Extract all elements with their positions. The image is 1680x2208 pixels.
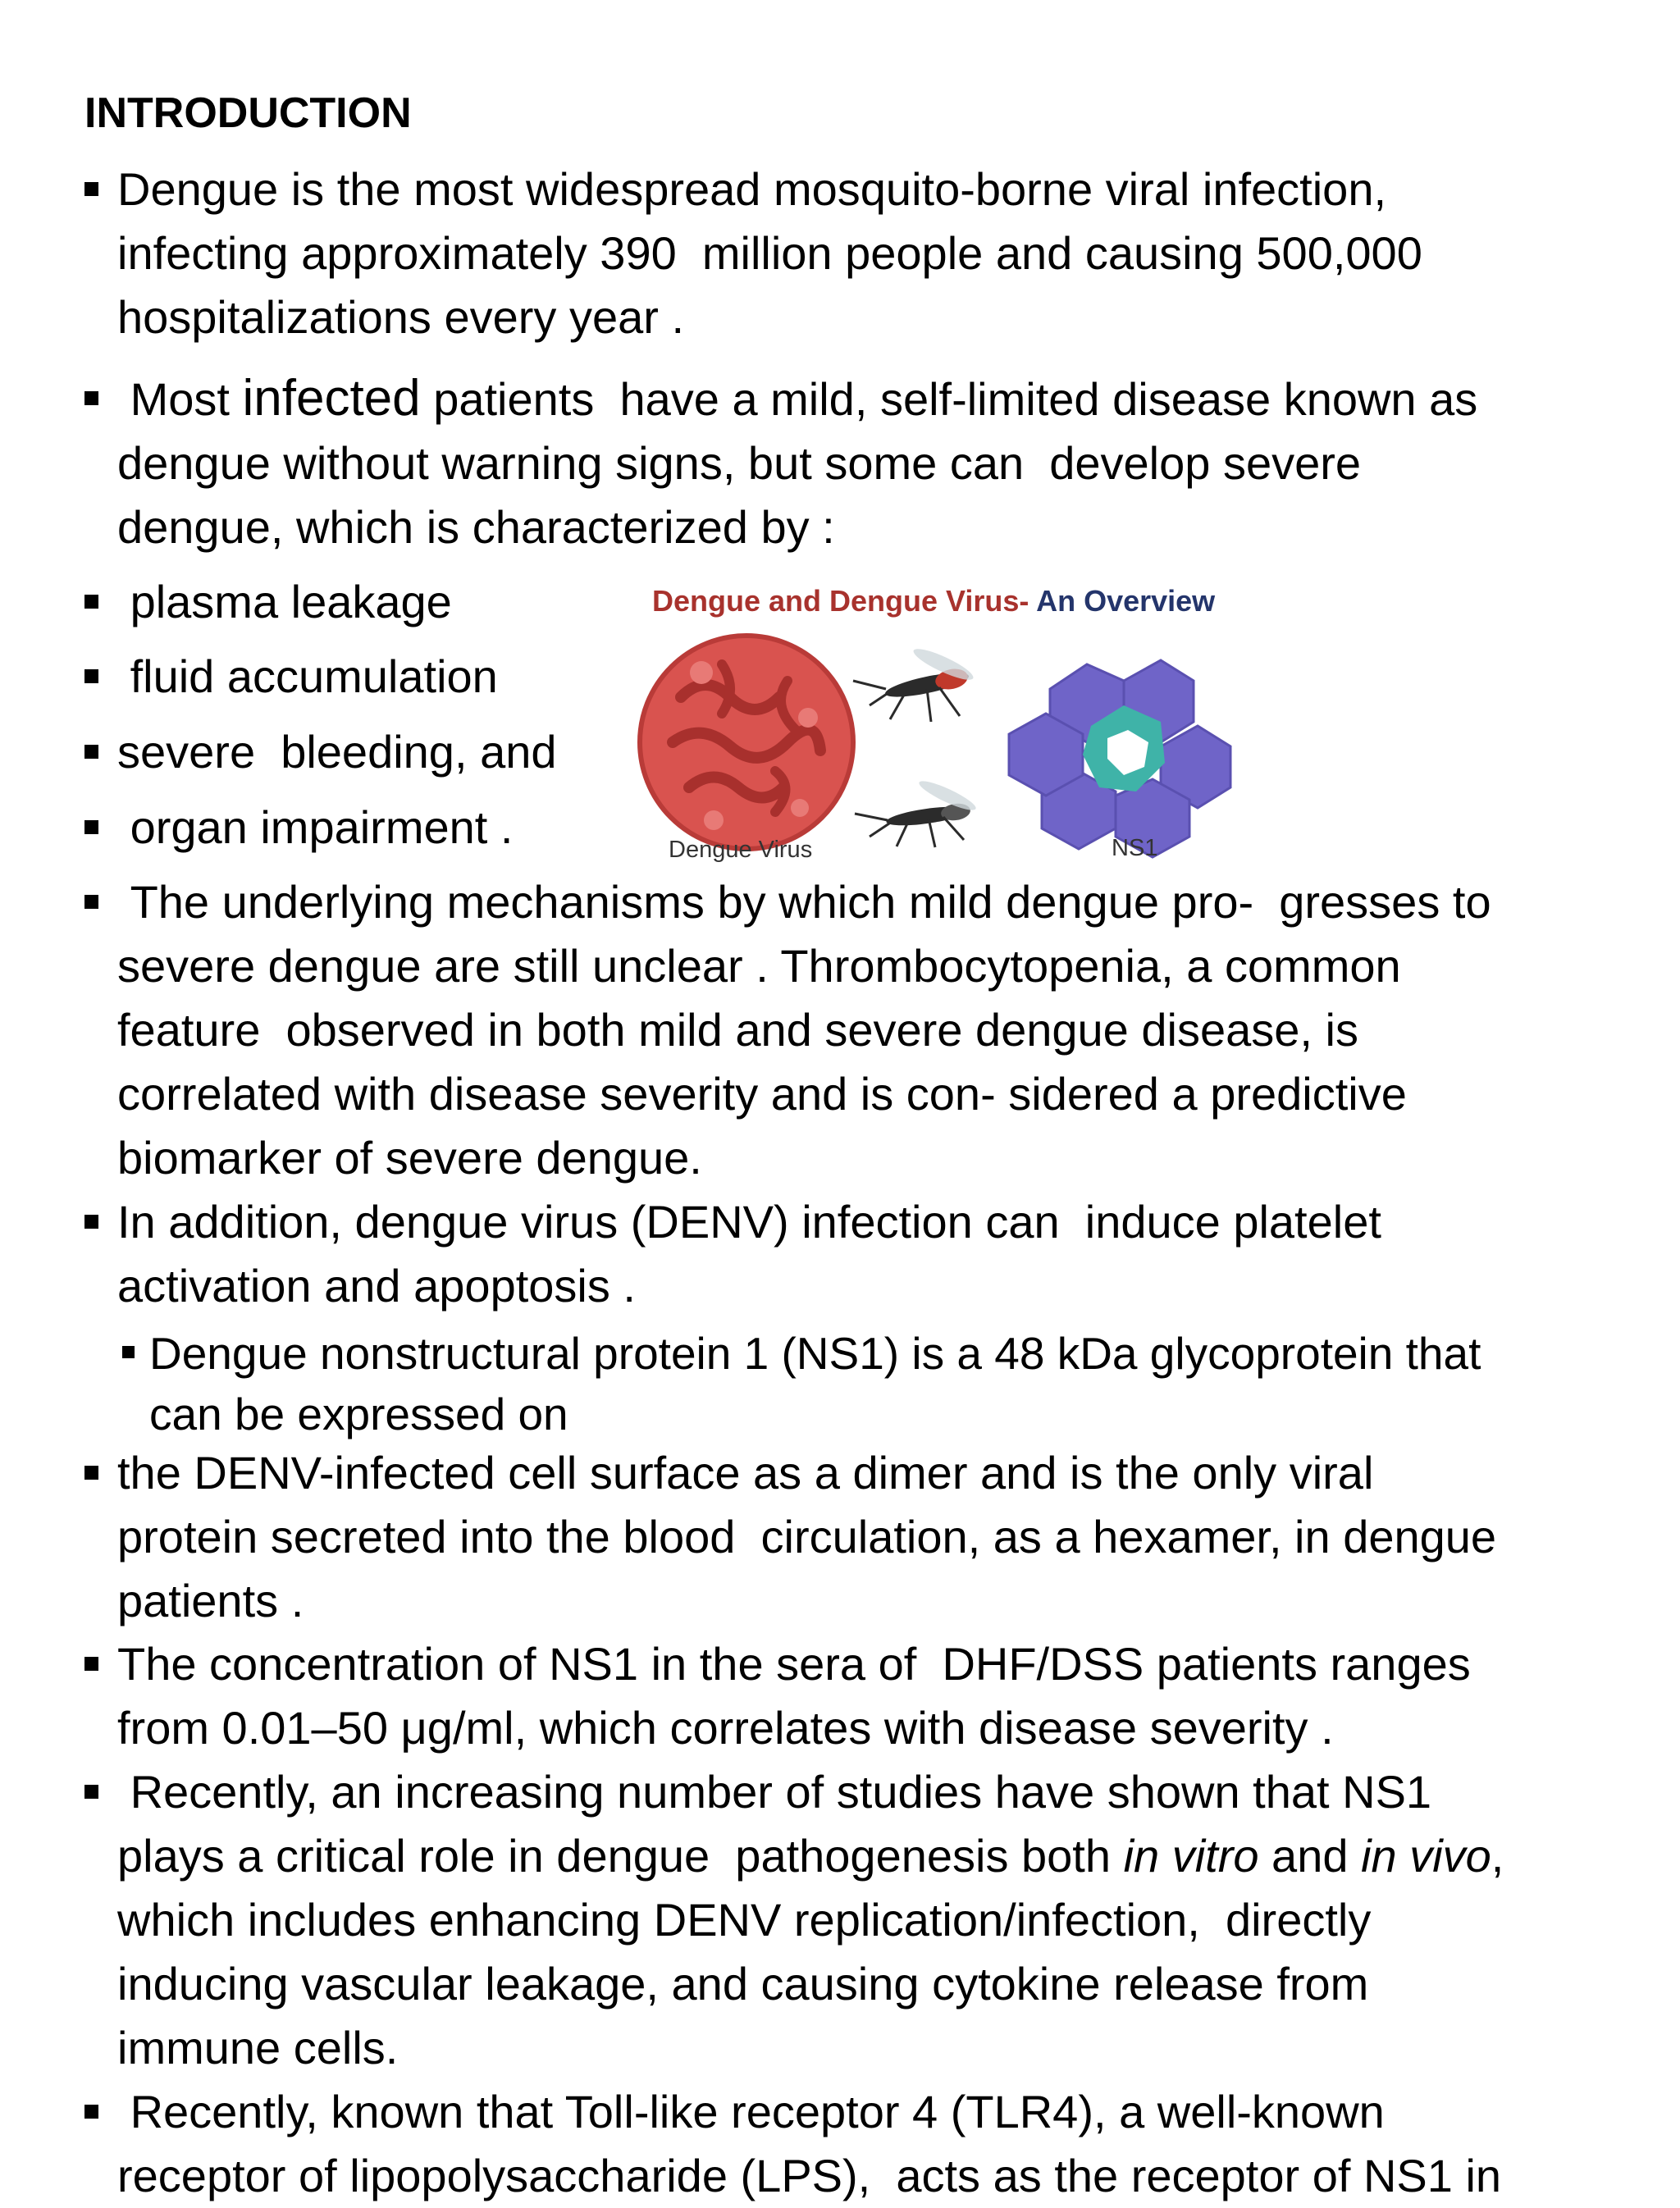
dengue-overview-figure [623, 574, 1263, 869]
bullet-plasma-leakage: plasma leakage [117, 570, 1618, 634]
mosquito-icon-top [853, 644, 976, 722]
bullet-denv-platelet: In addition, dengue virus (DENV) infection can induce platelet activation and apoptosis . [117, 1190, 1618, 1318]
ns1-hexamer-icon [1009, 660, 1230, 857]
figure-illustration [623, 574, 1263, 869]
bullet-ns1-pathogenesis: Recently, an increasing number of studies have shown that NS1 plays a critical role in dengue pathogenesis both in vitro and in vivo, which includes enhancing DENV replication/infection, directly inducing vascular leakage, and causing cytokine release from immune cells. [117, 1760, 1618, 2080]
bullet-dengue-spread: Dengue is the most widespread mosquito-borne viral infection, infecting approximately 390 million people and causing 500,000 hospitalizations every year . [117, 157, 1618, 349]
bullet-mild-disease: Most infected patients have a mild, self-limited disease known as dengue without warning signs, but some can develop severe dengue, which is characterized by : [117, 367, 1618, 559]
figure-title: Dengue and Dengue Virus- An Overview [652, 584, 1216, 618]
caption-dengue-virus: Dengue Virus [669, 837, 813, 863]
bullet-fluid-accumulation: fluid accumulation [117, 645, 1618, 709]
bullet-ns1-secretion: the DENV-infected cell surface as a dimer and is the only viral protein secreted into the blood circulation, as a hexamer, in dengue patients . [117, 1441, 1618, 1633]
bullet-organ-impairment: organ impairment . [117, 796, 1618, 860]
dengue-virus-icon [640, 636, 853, 849]
bullet-ns1-concentration: The concentration of NS1 in the sera of DHF/DSS patients ranges from 0.01–50 μg/ml, which correlates with disease severity . [117, 1632, 1618, 1760]
bullet-ns1-glycoprotein: Dengue nonstructural protein 1 (NS1) is a 48 kDa glycoprotein that can be expressed on [149, 1323, 1626, 1444]
bullet-mechanisms: The underlying mechanisms by which mild dengue pro- gresses to severe dengue are still unclear . Thrombocytopenia, a common feature observed in both mild and severe dengue disease, is correlated with disease severity and is con- sidered a predictive biomarker of severe dengue. [117, 870, 1618, 1190]
section-heading: INTRODUCTION [84, 89, 412, 137]
bullet-severe-bleeding: severe bleeding, and [117, 720, 1618, 784]
caption-ns1: NS1 [1112, 835, 1158, 861]
mosquito-icon-bottom [855, 777, 979, 847]
bullet-tlr4-receptor: Recently, known that Toll-like receptor 4 (TLR4), a well-known receptor of lipopolysaccharide (LPS), acts as the receptor of NS1 in [117, 2080, 1618, 2208]
